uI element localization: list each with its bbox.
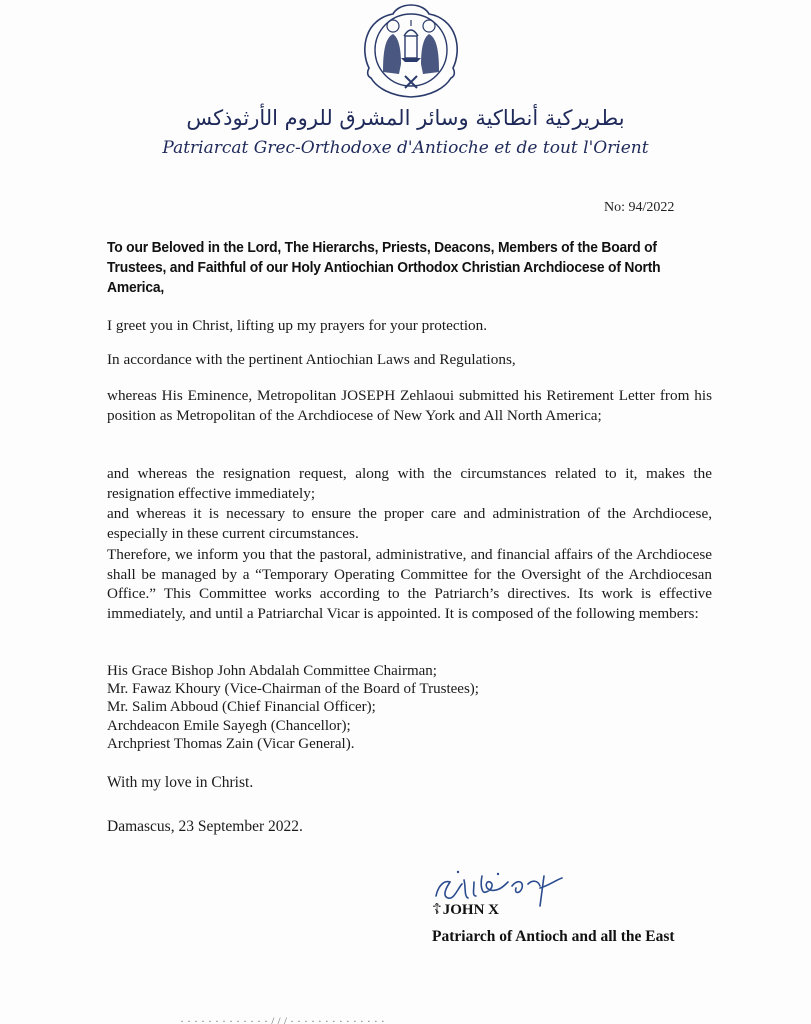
whereas-retirement-paragraph: whereas His Eminence, Metropolitan JOSEPH Zehlaoui submitted his Retirement Letter from his position as Metropolitan of the Archdiocese of New York and All North America; <box>107 387 712 424</box>
letterhead-arabic-name: بطريركية أنطاكية وسائر المشرق للروم الأرثوذكس <box>186 106 625 130</box>
committee-member: Mr. Salim Abboud (Chief Financial Officer); <box>107 699 376 716</box>
committee-paragraph: Therefore, we inform you that the pastoral, administrative, and financial affairs of the Archdiocese shall be managed by a “Temporary Operating Committee for the Oversight of the Archdiocesan Office.” This Committee works according to the Patriarch’s directives. Its work is effective immediately, and until a Patriarchal Vicar is appointed. It is composed of the following members: <box>107 546 712 622</box>
committee-members-list <box>107 662 479 753</box>
whereas-resignation-paragraph: and whereas the resignation request, along with the circumstances related to it, makes the resignation effective immediately; <box>107 465 712 502</box>
committee-member: Archpriest Thomas Zain (Vicar General). <box>107 735 355 752</box>
signer-title: Patriarch of Antioch and all the East <box>432 928 675 945</box>
signer-name <box>432 900 499 919</box>
committee-member: Mr. Fawaz Khoury (Vice-Chairman of the Board of Trustees); <box>107 681 479 698</box>
greeting-paragraph: I greet you in Christ, lifting up my prayers for your protection. <box>107 317 488 334</box>
dateline: Damascus, 23 September 2022. <box>107 818 303 835</box>
committee-member: His Grace Bishop John Abdalah Committee Chairman; <box>107 663 437 679</box>
reference-number: No: 94/2022 <box>604 200 675 215</box>
patriarchate-seal-icon <box>355 2 467 100</box>
whereas-administration-paragraph: and whereas it is necessary to ensure the proper care and administration of the Archdiocese, especially in these current circumstances. <box>107 505 712 542</box>
cross-icon: ☦ <box>432 902 442 918</box>
letterhead-french-name: Patriarcat Grec-Orthodoxe d'Antioche et de tout l'Orient <box>162 138 649 158</box>
signer-name-text: JOHN X <box>442 902 499 918</box>
laws-paragraph: In accordance with the pertinent Antiochian Laws and Regulations, <box>107 351 516 368</box>
committee-member: Archdeacon Emile Sayegh (Chancellor); <box>107 717 351 734</box>
footer-cropped-text: · · · · · · · · · · · · · / / / · · · · · · · · · · · · · · <box>180 1014 385 1024</box>
letter-address: To our Beloved in the Lord, The Hierarchs, Priests, Deacons, Members of the Board of Trustees, and Faithful of our Holy Antiochian Orthodox Christian Archdiocese of North America, <box>107 240 661 296</box>
closing-line: With my love in Christ. <box>107 774 254 791</box>
